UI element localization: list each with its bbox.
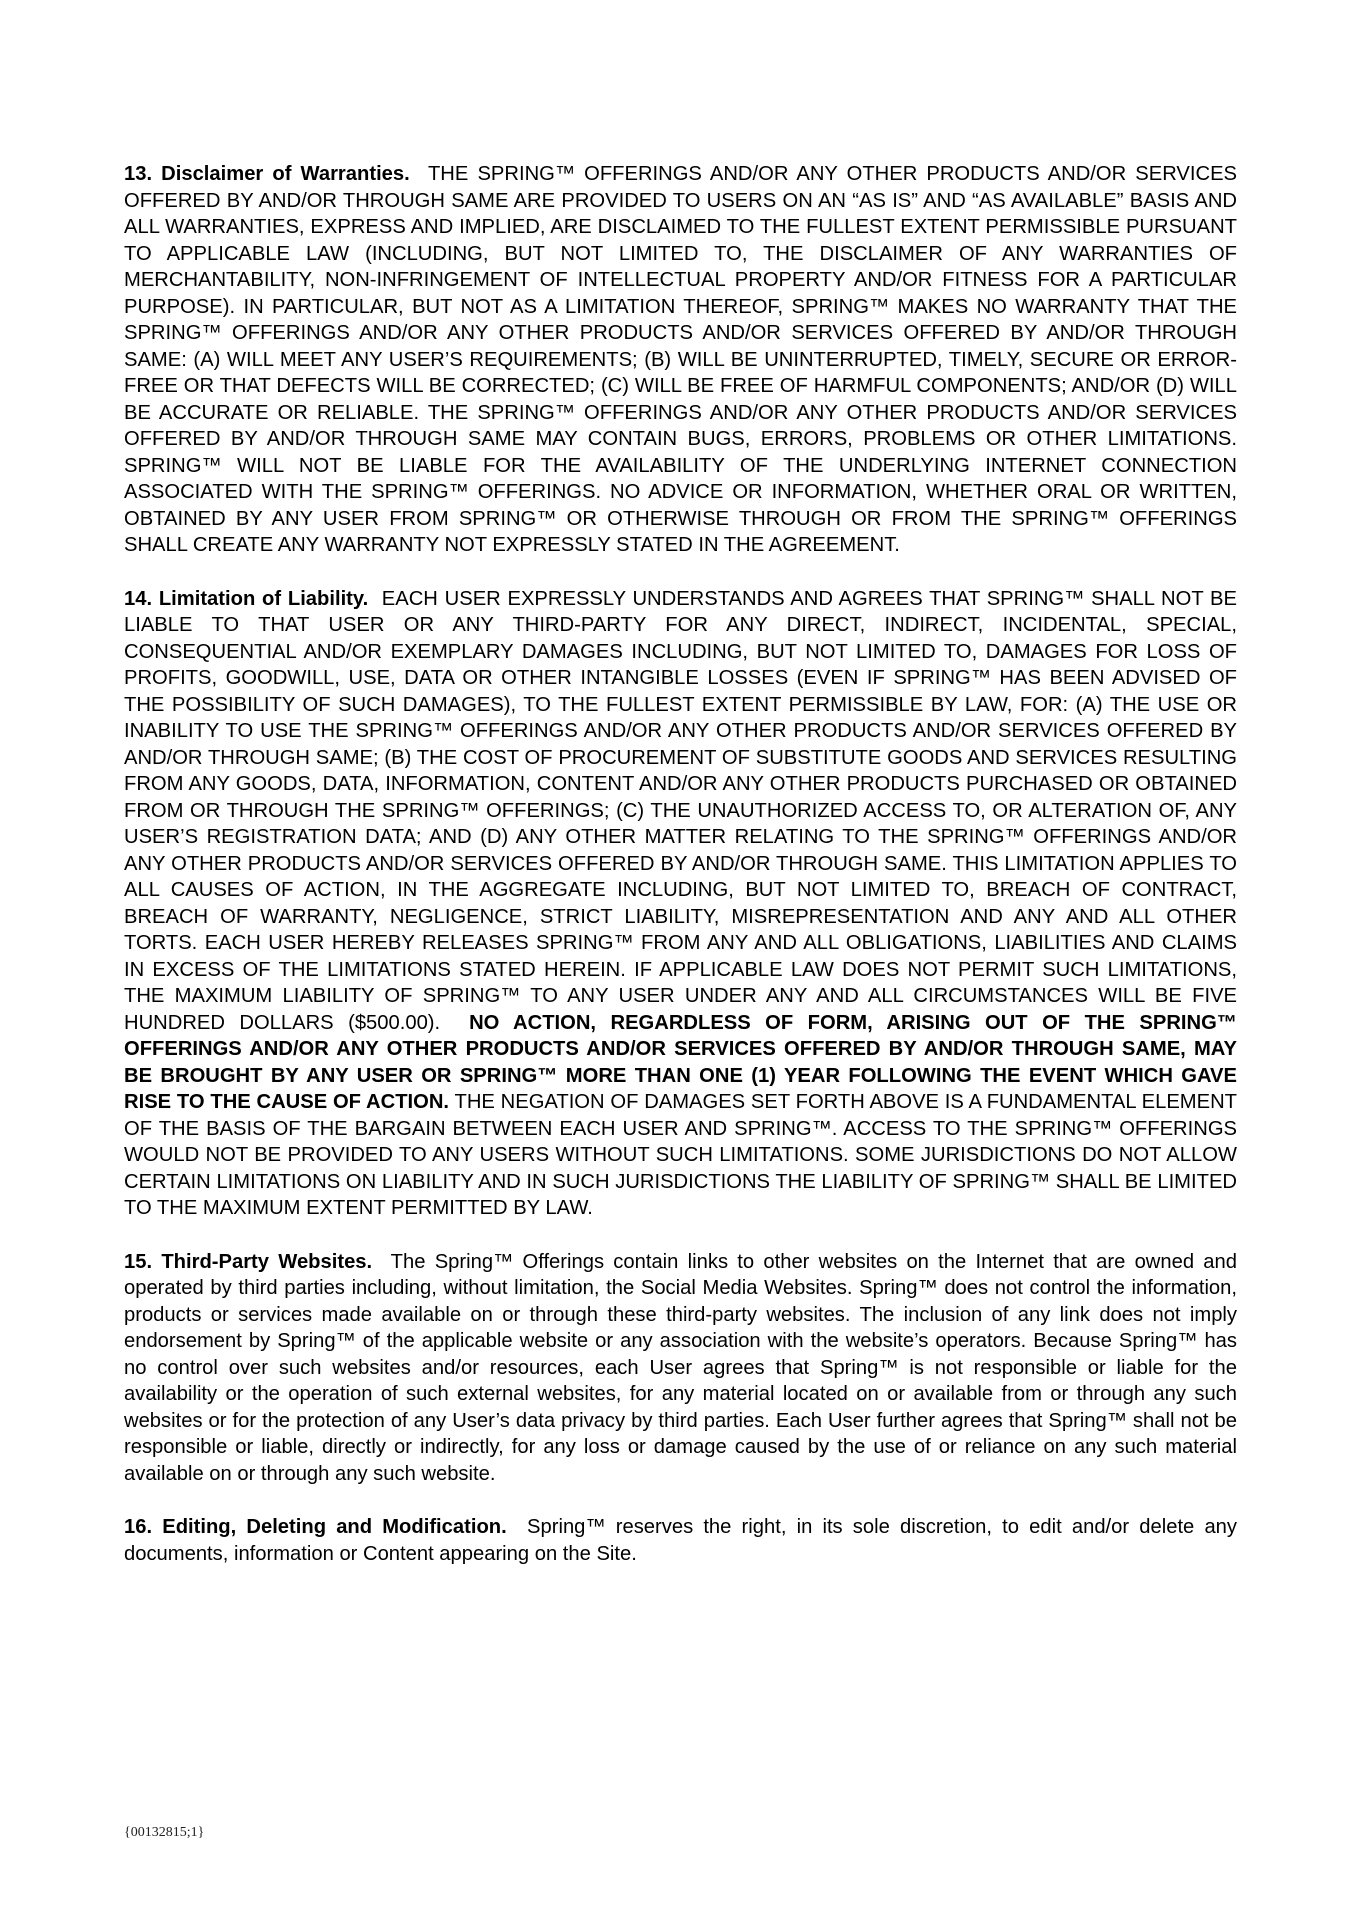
section-body: The Spring™ Offerings contain links to other websites on the Internet that are owned and operated by third parties including, without limitation, the Social Media Websites. Spring™ does not control the information, products or services made available on or through these third-party websites. The inclusion of any link does not imply endorsement by Spring™ of the applicable website or any association with the website’s operators. Because Spring™ has no control over such websites and/or resources, each User agrees that Spring™ is not responsible or liable for the availability or the operation of such external websites, for any material located on or available from or through any such websites or for the protection of any User’s data privacy by third parties. Each User further agrees that Spring™ shall not be responsible or liable, directly or indirectly, for any loss or damage caused by the use of or reliance on any such material available on or through any such website. [124,1250,1237,1485]
section-body-continued: THE NEGATION OF DAMAGES SET FORTH ABOVE IS A FUNDAMENTAL ELEMENT OF THE BASIS OF THE BARGAIN BETWEEN EACH USER AND SPRING™. ACCESS TO THE SPRING™ OFFERINGS WOULD NOT BE PROVIDED TO ANY USERS WITHOUT SUCH LIMITATIONS. SOME JURISDICTIONS DO NOT ALLOW CERTAIN LIMITATIONS ON LIABILITY AND IN SUCH JURISDICTIONS THE LIABILITY OF SPRING™ SHALL BE LIMITED TO THE MAXIMUM EXTENT PERMITTED BY LAW. [124,1091,1237,1219]
section-body: Spring™ reserves the right, in its sole discretion, to edit and/or delete any documents, information or Content appearing on the Site. [124,1516,1237,1565]
bold-clause: NO ACTION, REGARDLESS OF FORM, ARISING OUT OF THE SPRING™ OFFERINGS AND/OR ANY OTHER PRODUCTS AND/OR SERVICES OFFERED BY AND/OR THROUGH SAME, MAY BE BROUGHT BY ANY USER OR SPRING™ MORE THAN ONE (1) YEAR FOLLOWING THE EVENT WHICH GAVE RISE TO THE CAUSE OF ACTION. [124,1011,1237,1113]
section-14-limitation-of-liability [124,586,1237,1222]
section-heading: 13. Disclaimer of Warranties. [124,163,410,185]
section-heading: 14. Limitation of Liability. [124,587,369,610]
document-page [124,161,1237,1594]
section-heading: 16. Editing, Deleting and Modification. [124,1516,507,1538]
section-16-editing-deleting-modification [124,1514,1237,1567]
section-15-third-party-websites [124,1249,1237,1488]
document-reference-number: {00132815;1} [124,1825,205,1840]
section-body: EACH USER EXPRESSLY UNDERSTANDS AND AGREES THAT SPRING™ SHALL NOT BE LIABLE TO THAT USER OR ANY THIRD-PARTY FOR ANY DIRECT, INDIRECT, INCIDENTAL, SPECIAL, CONSEQUENTIAL AND/OR EXEMPLARY DAMAGES INCLUDING, BUT NOT LIMITED TO, DAMAGES FOR LOSS OF PROFITS, GOODWILL, USE, DATA OR OTHER INTANGIBLE LOSSES (EVEN IF SPRING™ HAS BEEN ADVISED OF THE POSSIBILITY OF SUCH DAMAGES), TO THE FULLEST EXTENT PERMISSIBLE BY LAW, FOR: (A) THE USE OR INABILITY TO USE THE SPRING™ OFFERINGS AND/OR ANY OTHER PRODUCTS AND/OR SERVICES OFFERED BY AND/OR THROUGH SAME; (B) THE COST OF PROCUREMENT OF SUBSTITUTE GOODS AND SERVICES RESULTING FROM ANY GOODS, DATA, INFORMATION, CONTENT AND/OR ANY OTHER PRODUCTS PURCHASED OR OBTAINED FROM OR THROUGH THE SPRING™ OFFERINGS; (C) THE UNAUTHORIZED ACCESS TO, OR ALTERATION OF, ANY USER’S REGISTRATION DATA; AND (D) ANY OTHER MATTER RELATING TO THE SPRING™ OFFERINGS AND/OR ANY OTHER PRODUCTS AND/OR SERVICES OFFERED BY AND/OR THROUGH SAME. THIS LIMITATION APPLIES TO ALL CAUSES OF ACTION, IN THE AGGREGATE INCLUDING, BUT NOT LIMITED TO, BREACH OF CONTRACT, BREACH OF WARRANTY, NEGLIGENCE, STRICT LIABILITY, MISREPRESENTATION AND ANY AND ALL OTHER TORTS. EACH USER HEREBY RELEASES SPRING™ FROM ANY AND ALL OBLIGATIONS, LIABILITIES AND CLAIMS IN EXCESS OF THE LIMITATIONS STATED HEREIN. IF APPLICABLE LAW DOES NOT PERMIT SUCH LIMITATIONS, THE MAXIMUM LIABILITY OF SPRING™ TO ANY USER UNDER ANY AND ALL CIRCUMSTANCES WILL BE FIVE HUNDRED DOLLARS ($500.00). [124,587,1237,1034]
section-heading: 15. Third-Party Websites. [124,1250,373,1273]
section-13-disclaimer-of-warranties [124,161,1237,559]
section-body: THE SPRING™ OFFERINGS AND/OR ANY OTHER PRODUCTS AND/OR SERVICES OFFERED BY AND/OR THROUGH SAME ARE PROVIDED TO USERS ON AN “AS IS” AND “AS AVAILABLE” BASIS AND ALL WARRANTIES, EXPRESS AND IMPLIED, ARE DISCLAIMED TO THE FULLEST EXTENT PERMISSIBLE PURSUANT TO APPLICABLE LAW (INCLUDING, BUT NOT LIMITED TO, THE DISCLAIMER OF ANY WARRANTIES OF MERCHANTABILITY, NON-INFRINGEMENT OF INTELLECTUAL PROPERTY AND/OR FITNESS FOR A PARTICULAR PURPOSE). IN PARTICULAR, BUT NOT AS A LIMITATION THEREOF, SPRING™ MAKES NO WARRANTY THAT THE SPRING™ OFFERINGS AND/OR ANY OTHER PRODUCTS AND/OR SERVICES OFFERED BY AND/OR THROUGH SAME: (A) WILL MEET ANY USER’S REQUIREMENTS; (B) WILL BE UNINTERRUPTED, TIMELY, SECURE OR ERROR-FREE OR THAT DEFECTS WILL BE CORRECTED; (C) WILL BE FREE OF HARMFUL COMPONENTS; AND/OR (D) WILL BE ACCURATE OR RELIABLE. THE SPRING™ OFFERINGS AND/OR ANY OTHER PRODUCTS AND/OR SERVICES OFFERED BY AND/OR THROUGH SAME MAY CONTAIN BUGS, ERRORS, PROBLEMS OR OTHER LIMITATIONS. SPRING™ WILL NOT BE LIABLE FOR THE AVAILABILITY OF THE UNDERLYING INTERNET CONNECTION ASSOCIATED WITH THE SPRING™ OFFERINGS. NO ADVICE OR INFORMATION, WHETHER ORAL OR WRITTEN, OBTAINED BY ANY USER FROM SPRING™ OR OTHERWISE THROUGH OR FROM THE SPRING™ OFFERINGS SHALL CREATE ANY WARRANTY NOT EXPRESSLY STATED IN THE AGREEMENT. [124,163,1238,556]
